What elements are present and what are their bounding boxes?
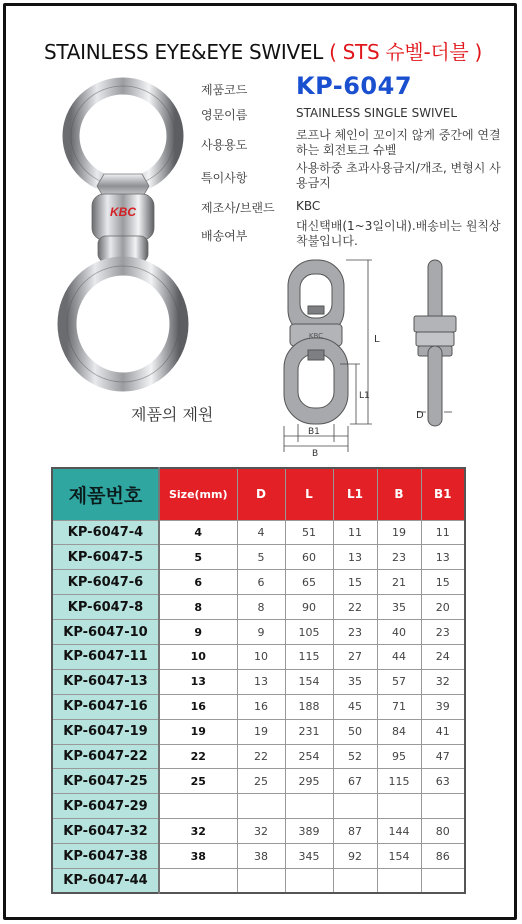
product-no-cell: KP-6047-22 — [52, 744, 159, 769]
spec-cell: 15 — [421, 570, 465, 595]
technical-drawing — [268, 246, 468, 461]
spec-cell — [421, 794, 465, 819]
spec-cell: 13 — [333, 545, 377, 570]
notes-value: 사용하중 초과사용금지/개조, 변형시 사용금지 — [296, 161, 501, 190]
spec-cell: 16 — [159, 694, 237, 719]
usage-label: 사용용도 — [201, 138, 248, 152]
spec-cell — [285, 794, 333, 819]
shipping-value: 대신택배(1~3일이내).배송비는 원칙상 착불입니다. — [296, 219, 501, 248]
table-row — [52, 520, 465, 545]
spec-cell: 154 — [285, 669, 333, 694]
product-no-cell: KP-6047-29 — [52, 794, 159, 819]
spec-cell: 25 — [159, 769, 237, 794]
table-row — [52, 694, 465, 719]
table-row — [52, 844, 465, 869]
spec-caption: 제품의 제원 — [131, 405, 214, 424]
page-title — [6, 36, 520, 65]
product-code-label: 제품코드 — [201, 83, 248, 97]
spec-cell: 35 — [377, 595, 421, 620]
spec-cell: 254 — [285, 744, 333, 769]
product-no-cell: KP-6047-38 — [52, 844, 159, 869]
spec-cell: 22 — [159, 744, 237, 769]
table-row — [52, 669, 465, 694]
spec-cell: 231 — [285, 719, 333, 744]
product-no-cell: KP-6047-19 — [52, 719, 159, 744]
dimension-b1-label: B1 — [308, 427, 320, 437]
spec-cell: 45 — [333, 694, 377, 719]
table-body — [52, 520, 465, 893]
table-row — [52, 744, 465, 769]
product-code-value: KP-6047 — [296, 72, 413, 100]
spec-cell: 71 — [377, 694, 421, 719]
product-no-cell: KP-6047-4 — [52, 520, 159, 545]
header-b: B — [377, 468, 421, 520]
spec-cell: 65 — [285, 570, 333, 595]
spec-cell: 60 — [285, 545, 333, 570]
spec-cell: 8 — [159, 595, 237, 620]
table-row — [52, 719, 465, 744]
spec-cell — [333, 868, 377, 893]
spec-cell: 22 — [237, 744, 285, 769]
spec-cell: 9 — [237, 620, 285, 645]
product-no-cell: KP-6047-11 — [52, 644, 159, 669]
spec-cell: 115 — [285, 644, 333, 669]
spec-cell: 4 — [159, 520, 237, 545]
spec-cell: 63 — [421, 769, 465, 794]
product-photo — [50, 76, 200, 406]
spec-cell: 345 — [285, 844, 333, 869]
spec-cell: 51 — [285, 520, 333, 545]
spec-cell: 9 — [159, 620, 237, 645]
spec-cell: 144 — [377, 819, 421, 844]
spec-cell: 13 — [421, 545, 465, 570]
spec-cell: 295 — [285, 769, 333, 794]
product-no-cell: KP-6047-44 — [52, 868, 159, 893]
spec-cell: 39 — [421, 694, 465, 719]
spec-cell: 84 — [377, 719, 421, 744]
product-no-cell: KP-6047-10 — [52, 620, 159, 645]
spec-cell: 50 — [333, 719, 377, 744]
spec-cell: 11 — [421, 520, 465, 545]
spec-cell: 13 — [159, 669, 237, 694]
shipping-label: 배송여부 — [201, 229, 248, 243]
spec-cell: 13 — [237, 669, 285, 694]
spec-cell: 86 — [421, 844, 465, 869]
spec-table — [51, 467, 466, 894]
spec-cell: 8 — [237, 595, 285, 620]
table-row — [52, 794, 465, 819]
spec-cell: 23 — [421, 620, 465, 645]
header-product-no: 제품번호 — [52, 468, 159, 520]
spec-cell: 35 — [333, 669, 377, 694]
spec-cell: 90 — [285, 595, 333, 620]
spec-cell — [159, 868, 237, 893]
spec-cell: 389 — [285, 819, 333, 844]
spec-cell: 25 — [237, 769, 285, 794]
header-d: D — [237, 468, 285, 520]
table-row — [52, 620, 465, 645]
spec-cell: 95 — [377, 744, 421, 769]
spec-cell: 20 — [421, 595, 465, 620]
spec-cell: 15 — [333, 570, 377, 595]
spec-cell — [237, 794, 285, 819]
spec-cell — [377, 794, 421, 819]
spec-cell: 52 — [333, 744, 377, 769]
spec-cell: 16 — [237, 694, 285, 719]
spec-cell: 115 — [377, 769, 421, 794]
notes-label: 특이사항 — [201, 171, 248, 185]
table-row — [52, 570, 465, 595]
spec-cell: 40 — [377, 620, 421, 645]
spec-cell: 154 — [377, 844, 421, 869]
product-no-cell: KP-6047-6 — [52, 570, 159, 595]
spec-cell: 57 — [377, 669, 421, 694]
spec-cell: 10 — [237, 644, 285, 669]
dimension-d-label: D — [416, 410, 424, 421]
spec-cell: 47 — [421, 744, 465, 769]
spec-cell: 105 — [285, 620, 333, 645]
spec-cell: 11 — [333, 520, 377, 545]
product-no-cell: KP-6047-5 — [52, 545, 159, 570]
table-row — [52, 595, 465, 620]
header-l: L — [285, 468, 333, 520]
spec-cell: 10 — [159, 644, 237, 669]
spec-cell: 38 — [237, 844, 285, 869]
english-name-value: STAINLESS SINGLE SWIVEL — [296, 106, 458, 120]
spec-cell: 19 — [237, 719, 285, 744]
spec-cell — [377, 868, 421, 893]
table-row — [52, 644, 465, 669]
spec-cell — [285, 868, 333, 893]
spec-cell: 5 — [237, 545, 285, 570]
dimension-b-label: B — [312, 449, 319, 459]
spec-cell: 23 — [377, 545, 421, 570]
spec-cell — [333, 794, 377, 819]
spec-cell: 41 — [421, 719, 465, 744]
title-main: STAINLESS EYE&EYE SWIVEL — [44, 40, 324, 64]
product-sheet — [3, 3, 517, 920]
spec-cell: 4 — [237, 520, 285, 545]
spec-cell — [237, 868, 285, 893]
drawing-body-text: KBC — [308, 332, 324, 340]
spec-cell: 23 — [333, 620, 377, 645]
header-size: Size(mm) — [159, 468, 237, 520]
spec-cell: 21 — [377, 570, 421, 595]
spec-cell: 6 — [159, 570, 237, 595]
title-korean: ( STS 슈벨-더블 ) — [329, 40, 482, 64]
spec-cell: 22 — [333, 595, 377, 620]
spec-cell: 27 — [333, 644, 377, 669]
spec-cell: 19 — [377, 520, 421, 545]
spec-cell: 19 — [159, 719, 237, 744]
header-b1: B1 — [421, 468, 465, 520]
spec-cell: 92 — [333, 844, 377, 869]
product-no-cell: KP-6047-13 — [52, 669, 159, 694]
maker-value: KBC — [296, 199, 321, 213]
spec-cell: 32 — [421, 669, 465, 694]
spec-cell — [421, 868, 465, 893]
product-no-cell: KP-6047-8 — [52, 595, 159, 620]
spec-cell: 6 — [237, 570, 285, 595]
dimension-l1-label: L1 — [359, 391, 370, 401]
spec-cell: 32 — [237, 819, 285, 844]
spec-cell: 32 — [159, 819, 237, 844]
table-row — [52, 545, 465, 570]
table-row — [52, 868, 465, 893]
product-no-cell: KP-6047-25 — [52, 769, 159, 794]
english-name-label: 영문이름 — [201, 108, 248, 122]
photo-brand-label: KBC — [110, 205, 136, 219]
spec-cell: 87 — [333, 819, 377, 844]
spec-cell: 80 — [421, 819, 465, 844]
spec-cell: 67 — [333, 769, 377, 794]
spec-cell: 188 — [285, 694, 333, 719]
maker-label: 제조사/브랜드 — [201, 201, 275, 215]
spec-cell: 44 — [377, 644, 421, 669]
product-no-cell: KP-6047-32 — [52, 819, 159, 844]
dimension-l-label: L — [374, 334, 380, 345]
spec-cell: 5 — [159, 545, 237, 570]
header-l1: L1 — [333, 468, 377, 520]
usage-value: 로프나 체인이 꼬이지 않게 중간에 연결하는 회전토크 슈벨 — [296, 128, 501, 157]
table-row — [52, 819, 465, 844]
spec-cell: 24 — [421, 644, 465, 669]
product-no-cell: KP-6047-16 — [52, 694, 159, 719]
spec-cell: 38 — [159, 844, 237, 869]
table-row — [52, 769, 465, 794]
spec-cell — [159, 794, 237, 819]
table-header-row — [52, 468, 465, 520]
